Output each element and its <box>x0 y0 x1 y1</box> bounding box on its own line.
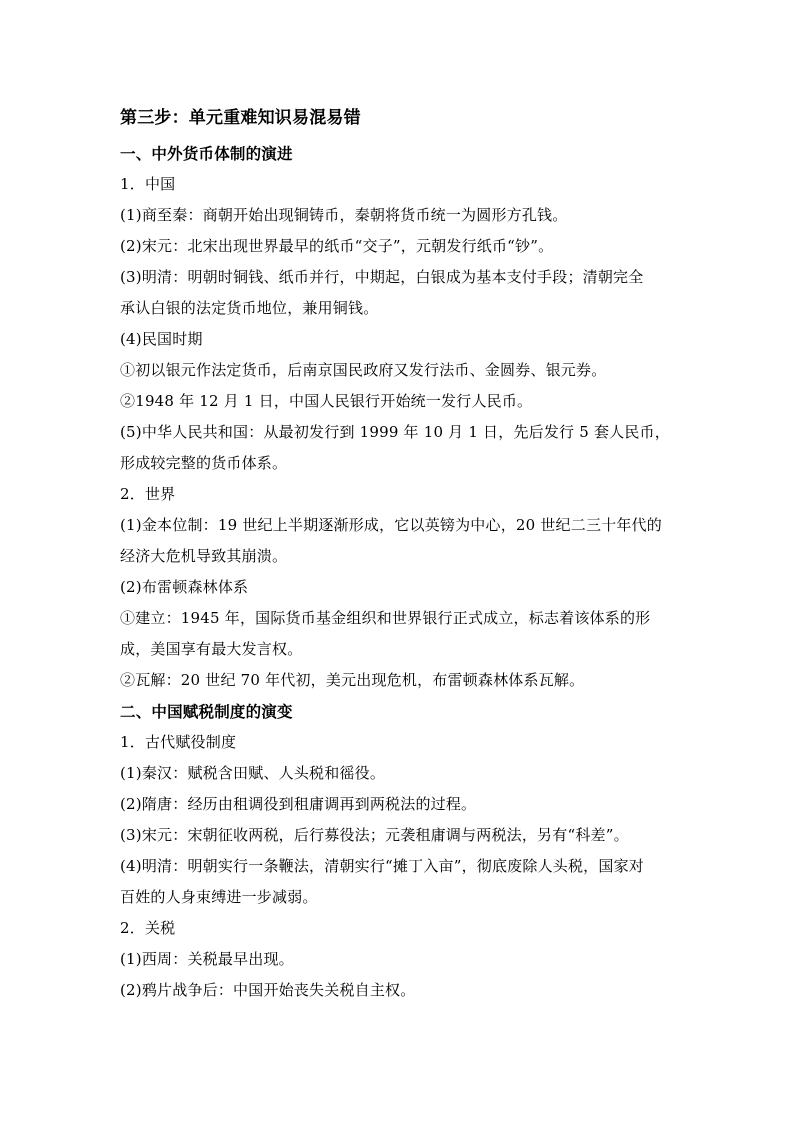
text-line: (2)鸦片战争后：中国开始丧失关税自主权。 <box>120 981 416 999</box>
section-heading: 二、中国赋税制度的演变 <box>120 702 293 721</box>
text-line: (1)秦汉：赋税含田赋、人头税和徭役。 <box>120 764 386 782</box>
text-line: (1)商至秦：商朝开始出现铜铸币，秦朝将货币统一为圆形方孔钱。 <box>120 206 568 224</box>
text-line: ①初以银元作法定货币，后南京国民政府又发行法币、金圆券、银元券。 <box>120 361 607 379</box>
text-line: 2．世界 <box>120 485 176 503</box>
page-title: 第三步：单元重难知识易混易错 <box>120 108 361 128</box>
text-line: 1．中国 <box>120 175 176 193</box>
text-line: 形成较完整的货币体系。 <box>120 454 288 472</box>
text-line: ②1948 年 12 月 1 日，中国人民银行开始统一发行人民币。 <box>120 392 533 410</box>
section-heading: 一、中外货币体制的演进 <box>120 144 293 163</box>
text-line: ①建立：1945 年，国际货币基金组织和世界银行正式成立，标志着该体系的形 <box>120 609 651 627</box>
text-line: (3)明清：明朝时铜钱、纸币并行，中期起，白银成为基本支付手段；清朝完全 <box>120 268 644 286</box>
text-line: (3)宋元：宋朝征收两税，后行募役法；元袭租庸调与两税法，另有“科差”。 <box>120 826 629 844</box>
document-body <box>120 138 680 1006</box>
text-line: (1)西周：关税最早出现。 <box>120 950 294 968</box>
text-line: (2)宋元：北宋出现世界最早的纸币“交子”，元朝发行纸币“钞”。 <box>120 237 554 255</box>
text-line: 百姓的人身束缚进一步减弱。 <box>120 888 318 906</box>
text-line: (1)金本位制：19 世纪上半期逐渐形成，它以英镑为中心，20 世纪二三十年代的 <box>120 516 662 534</box>
text-line: (5)中华人民共和国：从最初发行到 1999 年 10 月 1 日，先后发行 5 套人民币， <box>120 423 670 441</box>
text-line: 承认白银的法定货币地位，兼用铜钱。 <box>120 299 379 317</box>
text-line: (2)布雷顿森林体系 <box>120 578 249 596</box>
text-line: (4)民国时期 <box>120 330 203 348</box>
text-line: 经济大危机导致其崩溃。 <box>120 547 288 565</box>
text-line: 1．古代赋役制度 <box>120 733 237 751</box>
text-line: 成，美国享有最大发言权。 <box>120 640 303 658</box>
text-line: (4)明清：明朝实行一条鞭法，清朝实行“摊丁入亩”，彻底废除人头税，国家对 <box>120 857 644 875</box>
text-line: ②瓦解：20 世纪 70 年代初，美元出现危机，布雷顿森林体系瓦解。 <box>120 671 585 689</box>
document-page <box>120 100 680 1006</box>
text-line: 2．关税 <box>120 919 176 937</box>
text-line: (2)隋唐：经历由租调役到租庸调再到两税法的过程。 <box>120 795 477 813</box>
